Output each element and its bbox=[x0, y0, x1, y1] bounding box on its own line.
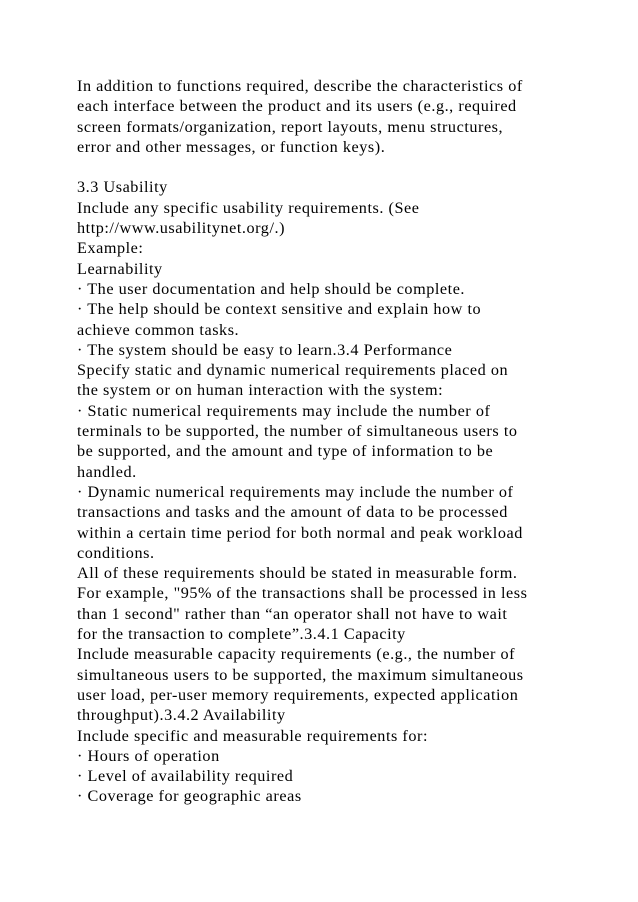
blank-line bbox=[77, 157, 622, 177]
text-line: each interface between the product and its users (e.g., required bbox=[77, 97, 517, 116]
text-line: screen formats/organization, report layouts, menu structures, bbox=[77, 117, 504, 136]
bullet-item: · Hours of operation bbox=[77, 746, 220, 765]
text-line: for the transaction to complete”.3.4.1 Capacity bbox=[77, 625, 406, 644]
text-line: Specify static and dynamic numerical requirements placed on bbox=[77, 361, 509, 380]
text-line: Example: bbox=[77, 239, 144, 258]
text-line: be supported, and the amount and type of information to be bbox=[77, 442, 494, 461]
bullet-item: · The help should be context sensitive and explain how to bbox=[77, 300, 482, 319]
text-line: Include measurable capacity requirements (e.g., the number of bbox=[77, 645, 516, 664]
section-heading-usability: 3.3 Usability bbox=[77, 178, 168, 197]
text-line: Include any specific usability requirements. (See bbox=[77, 198, 420, 217]
text-line: transactions and tasks and the amount of data to be processed bbox=[77, 503, 508, 522]
text-line: Learnability bbox=[77, 259, 163, 278]
text-line: Include specific and measurable requirements for: bbox=[77, 726, 429, 745]
text-line: For example, "95% of the transactions shall be processed in less bbox=[77, 584, 528, 603]
bullet-item: · Level of availability required bbox=[77, 767, 294, 786]
text-line: error and other messages, or function keys). bbox=[77, 137, 386, 156]
bullet-item: · The system should be easy to learn.3.4 Performance bbox=[77, 340, 453, 359]
text-line: than 1 second" rather than “an operator shall not have to wait bbox=[77, 604, 508, 623]
bullet-item: · Dynamic numerical requirements may include the number of bbox=[77, 482, 514, 501]
text-line: http://www.usabilitynet.org/.) bbox=[77, 219, 286, 238]
bullet-item: · The user documentation and help should be complete. bbox=[77, 279, 466, 298]
text-line: simultaneous users to be supported, the maximum simultaneous bbox=[77, 665, 524, 684]
text-line: achieve common tasks. bbox=[77, 320, 240, 339]
text-line: In addition to functions required, describe the characteristics of bbox=[77, 77, 523, 95]
text-line: conditions. bbox=[77, 543, 155, 562]
bullet-item: · Coverage for geographic areas bbox=[77, 787, 302, 806]
document-body bbox=[77, 76, 622, 807]
text-line: within a certain time period for both normal and peak workload bbox=[77, 523, 523, 542]
text-line: handled. bbox=[77, 462, 137, 481]
text-line: terminals to be supported, the number of simultaneous users to bbox=[77, 422, 518, 441]
text-line: the system or on human interaction with the system: bbox=[77, 381, 444, 400]
text-line: user load, per-user memory requirements, expected application bbox=[77, 685, 519, 704]
text-line: throughput).3.4.2 Availability bbox=[77, 706, 286, 725]
text-line: All of these requirements should be stated in measurable form. bbox=[77, 564, 518, 583]
bullet-item: · Static numerical requirements may include the number of bbox=[77, 401, 491, 420]
